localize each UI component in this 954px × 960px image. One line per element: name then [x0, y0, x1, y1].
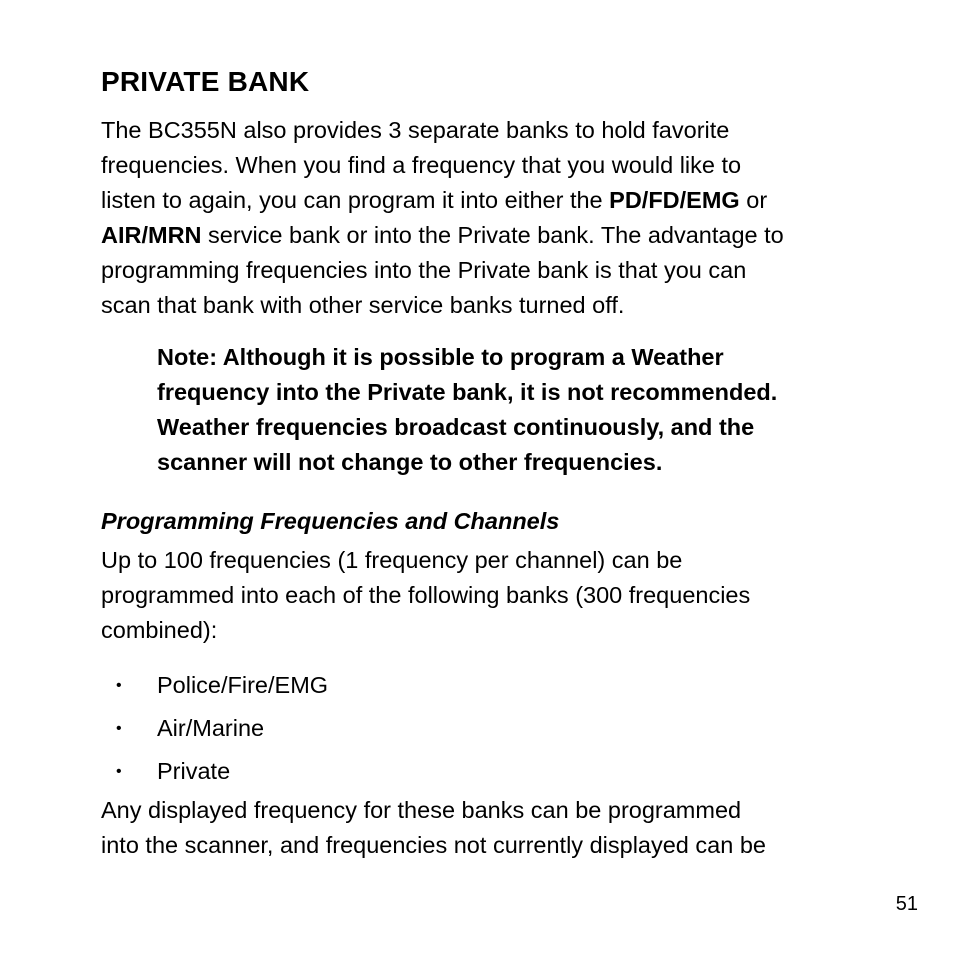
intro-line-6: scan that bank with other service banks turned off. — [101, 292, 625, 318]
note-line-3: Weather frequencies broadcast continuously, and the — [157, 414, 755, 440]
intro-paragraph — [101, 113, 784, 323]
air-mrn-bank-name: AIR/MRN — [101, 222, 202, 248]
intro-line-1: The BC355N also provides 3 separate banks to hold favorite — [101, 117, 730, 143]
bank-private: Private — [157, 758, 231, 784]
programming-line-3: combined): — [101, 617, 218, 643]
programming-line-2: programmed into each of the following banks (300 frequencies — [101, 582, 751, 608]
page-number: 51 — [895, 893, 918, 915]
intro-line-4-text: service bank or into the Private bank. The advantage to — [201, 222, 784, 248]
note-line-2: frequency into the Private bank, it is not recommended. — [157, 379, 778, 405]
intro-line-2: frequencies. When you find a frequency that you would like to — [101, 152, 742, 178]
intro-line-3-text: listen to again, you can program it into either the — [101, 187, 610, 213]
closing-paragraph — [101, 793, 766, 863]
intro-line-3-tail: or — [739, 187, 768, 213]
programming-paragraph — [101, 543, 750, 648]
intro-line-4 — [101, 218, 784, 253]
intro-line-5: programming frequencies into the Private bank is that you can — [101, 257, 747, 283]
bank-police-fire-emg: Police/Fire/EMG — [157, 672, 329, 698]
bullet-icon: • — [116, 763, 122, 780]
closing-line-2: into the scanner, and frequencies not currently displayed can be — [101, 832, 766, 858]
closing-line-1: Any displayed frequency for these banks can be programmed — [101, 797, 742, 823]
section-heading: PRIVATE BANK — [101, 66, 310, 97]
note-line-1: Note: Although it is possible to program a Weather — [157, 344, 724, 370]
intro-line-3 — [101, 183, 784, 218]
pd-fd-emg-bank-name: PD/FD/EMG — [609, 187, 740, 213]
weather-note — [157, 340, 777, 480]
bullet-icon: • — [116, 720, 122, 737]
bullet-icon: • — [116, 677, 122, 694]
bank-air-marine: Air/Marine — [157, 715, 265, 741]
programming-line-1: Up to 100 frequencies (1 frequency per channel) can be — [101, 547, 683, 573]
programming-subheading: Programming Frequencies and Channels — [101, 508, 560, 534]
note-line-4: scanner will not change to other frequencies. — [157, 449, 663, 475]
